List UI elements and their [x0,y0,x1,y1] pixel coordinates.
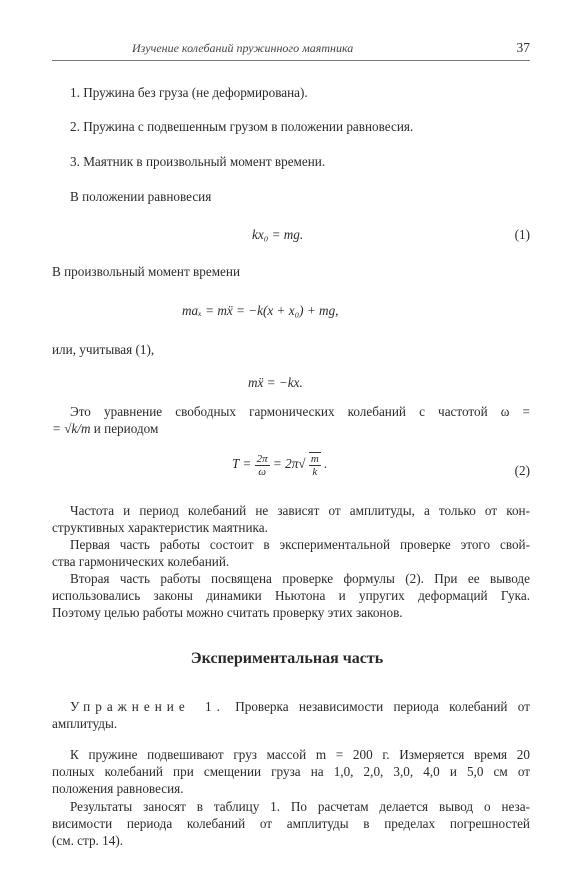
exercise-line-2: амплитуды. [52,716,118,731]
page-number: 37 [516,40,530,55]
eq2-end: . [324,456,328,472]
eq2-frac-num: 2π [256,452,268,465]
second-part-line-3: Поэтому целью работы можно считать проверку этих законов. [52,605,403,620]
frequency-line-2: структивных характеристик маятника. [52,520,268,535]
equation-2 [232,452,327,478]
frequency-line-1: Частота и период колебаний не зависят от амплитуды, а только от кон- [70,503,530,518]
eq2-sqrt-den: k [312,466,318,478]
paragraph-exercise [52,698,530,732]
harmonic-line-2-text: и периодом [90,421,159,436]
eq2-sqrt-num: m [310,453,319,465]
running-title: Изучение колебаний пружинного маятника [132,41,354,55]
eq2-mid: = 2π√ [272,456,306,472]
results-line-2: висимости периода колебаний от амплитуды в пределах погрешностей [52,816,530,831]
paragraph-first-part [52,536,530,570]
header-rule [52,60,530,61]
first-part-line-1: Первая часть работы состоит в экспериментальной проверке этого свой- [70,537,530,552]
equation-reduced: mẍ = −kx. [248,375,303,390]
section-title: Экспериментальная часть [190,650,384,667]
mass-line-1: К пружине подвешивают груз массой m = 200 г. Измеряется время 20 [70,747,530,762]
equation-2-number: (2) [514,463,530,478]
eq2-frac-den: ω [258,465,266,478]
harmonic-line-2 [52,420,530,437]
frequency-expression: = √k/m [52,421,91,436]
paragraph-frequency [52,502,530,536]
eq2-fraction [255,453,270,478]
exercise-label: Упражнение 1. [70,699,225,714]
paragraph-second-part [52,570,530,621]
paragraph-mass [52,746,530,797]
text-arbitrary-moment: В произвольный момент времени [52,264,241,279]
list-item-1: 1. Пружина без груза (не деформирована). [70,85,308,100]
equation-1: kx₀ = mg. [252,227,304,242]
equation-newton: maₓ = mẍ = −k(x + x₀) + mg, [182,303,339,318]
equation-1-number: (1) [514,227,530,242]
mass-line-3: положения равновесия. [52,781,184,796]
first-part-line-2: ства гармонических колебаний. [52,554,230,569]
second-part-line-2: использовались законы динамики Ньютона и упругих деформаций Гука. [52,588,530,603]
paragraph-harmonic [52,403,530,437]
exercise-title: Проверка независимости периода колебаний от [224,699,530,714]
text-equilibrium: В положении равновесия [70,189,212,204]
eq2-sqrt-fraction [309,452,321,478]
mass-line-2: полных колебаний при смещении груза на 1,0, 2,0, 3,0, 4,0 и 5,0 см от [52,764,530,779]
page-header [52,40,530,58]
eq2-lhs: T = [232,456,255,472]
text-considering: или, учитывая (1), [52,342,155,357]
list-item-2: 2. Пружина с подвешенным грузом в положении равновесия. [70,119,414,134]
results-line-1: Результаты заносят в таблицу 1. По расчетам делается вывод о неза- [70,799,530,814]
results-line-3: (см. стр. 14). [52,833,124,848]
harmonic-line-1: Это уравнение свободных гармонических колебаний с частотой ω = [70,404,530,419]
second-part-line-1: Вторая часть работы посвящена проверке формулы (2). При ее выводе [70,571,530,586]
paragraph-results [52,798,530,849]
exercise-line-1 [52,698,530,715]
list-item-3: 3. Маятник в произвольный момент времени. [70,154,326,169]
